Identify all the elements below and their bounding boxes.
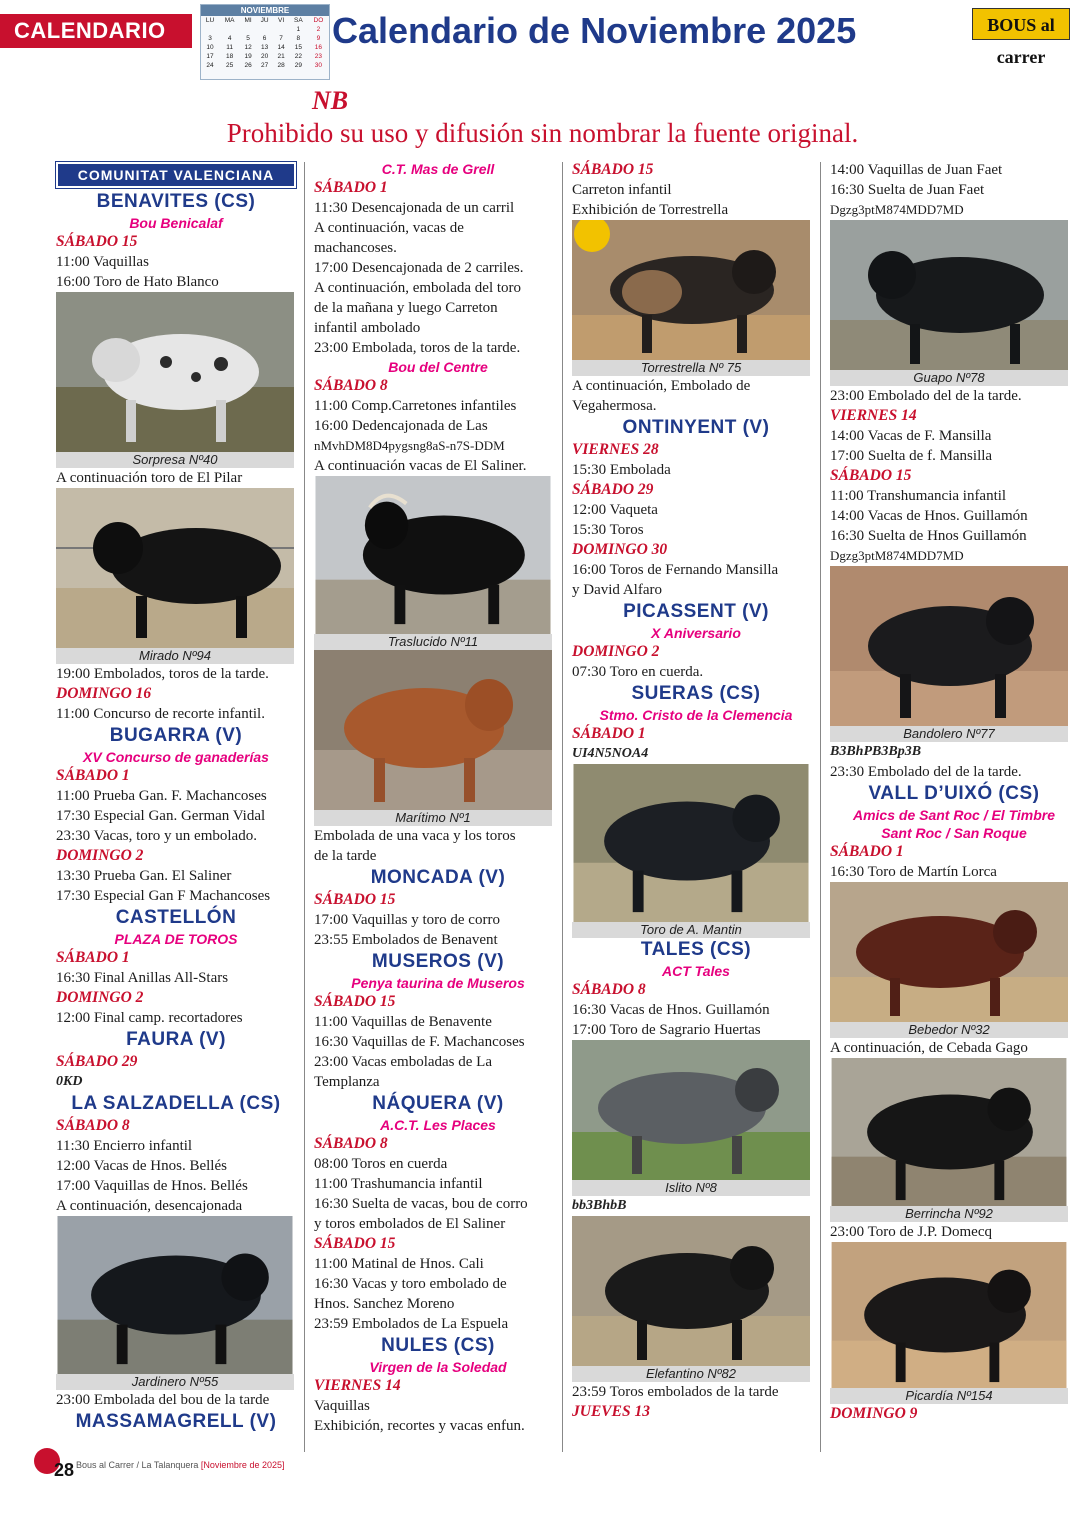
event-line: 12:00 Vacas de Hnos. Bellés xyxy=(56,1158,227,1174)
event-day: JUEVES 13 xyxy=(572,1403,650,1420)
bull-photo xyxy=(572,1216,810,1382)
day-cell: 12 xyxy=(244,44,252,51)
event-line: Hnos. Sanchez Moreno xyxy=(314,1296,455,1312)
event-line: Templanza xyxy=(314,1074,380,1090)
event-line: 23:00 Embolada del bou de la tarde xyxy=(56,1392,270,1408)
town-heading: NULES (CS) xyxy=(381,1335,495,1356)
day-cell: 23 xyxy=(314,53,322,60)
photo-caption: Bandolero Nº77 xyxy=(830,726,1068,742)
photo-caption: Toro de A. Mantin xyxy=(572,922,810,938)
event-line: 16:30 Vaquillas de F. Machancoses xyxy=(314,1034,525,1050)
event-line: 08:00 Toros en cuerda xyxy=(314,1156,448,1172)
event-line: A continuación vacas de El Saliner. xyxy=(314,458,527,474)
event-line: 23:55 Embolados de Benavent xyxy=(314,932,498,948)
day-cell: 14 xyxy=(277,44,285,51)
photo-caption: Bebedor Nº32 xyxy=(830,1022,1068,1038)
organizer: Virgen de la Soledad xyxy=(369,1359,507,1375)
day-cell xyxy=(240,25,256,34)
event-line: 12:00 Final camp. recortadores xyxy=(56,1010,243,1026)
day-cell: 5 xyxy=(246,35,250,42)
bull-photo xyxy=(830,220,1068,386)
day-cell: 26 xyxy=(244,62,252,69)
bull-image xyxy=(56,488,294,648)
event-line: 19:00 Embolados, toros de la tarde. xyxy=(56,666,269,682)
town-heading: MUSEROS (V) xyxy=(371,951,505,972)
event-line: 11:30 Encierro infantil xyxy=(56,1138,193,1154)
weekday: SA xyxy=(294,17,303,24)
bull-photo xyxy=(56,292,294,468)
photo-caption: Torrestrella Nº 75 xyxy=(572,360,810,376)
event-day: SÁBADO 15 xyxy=(830,467,912,484)
event-line: 11:00 Transhumancia infantil xyxy=(830,488,1007,504)
weekday: JU xyxy=(260,17,269,24)
event-day: SÁBADO 1 xyxy=(56,949,130,966)
event-line: 23:00 Embolada, toros de la tarde. xyxy=(314,340,521,356)
town-heading: ONTINYENT (V) xyxy=(622,417,770,438)
garbled-text: B3BhPB3Bp3B xyxy=(830,744,922,759)
bull-photo xyxy=(572,1040,810,1196)
event-line: 16:30 Vacas de Hnos. Guillamón xyxy=(572,1002,770,1018)
event-day: SÁBADO 29 xyxy=(56,1053,138,1070)
mini-calendar-grid xyxy=(201,16,329,70)
event-line: 23:00 Vacas emboladas de La xyxy=(314,1054,493,1070)
event-line: 07:30 Toro en cuerda. xyxy=(572,664,704,680)
event-day: SÁBADO 8 xyxy=(572,981,646,998)
event-day: SÁBADO 1 xyxy=(572,725,646,742)
day-cell xyxy=(201,25,219,34)
footer-date: [Noviembre de 2025] xyxy=(200,1460,285,1470)
bull-photo xyxy=(830,1058,1068,1222)
event-line: 14:00 Vacas de Hnos. Guillamón xyxy=(830,508,1028,524)
region-banner: COMUNITAT VALENCIANA xyxy=(56,162,296,188)
bull-image xyxy=(830,566,1068,726)
event-day: SÁBADO 8 xyxy=(314,377,388,394)
event-line: A continuación, desencajonada xyxy=(56,1198,243,1214)
day-cell: 21 xyxy=(277,53,285,60)
organizer: Stmo. Cristo de la Clemencia xyxy=(599,707,793,723)
photo-caption: Traslucido Nº11 xyxy=(314,634,552,650)
photo-caption: Picardía Nº154 xyxy=(830,1388,1068,1404)
event-day: SÁBADO 29 xyxy=(572,481,654,498)
day-cell: 10 xyxy=(206,44,214,51)
event-line: 16:30 Vacas y toro embolado de xyxy=(314,1276,507,1292)
event-line: 15:30 Embolada xyxy=(572,462,671,478)
event-line: 17:30 Especial Gan F Machancoses xyxy=(56,888,271,904)
event-line: Exhibición de Torrestrella xyxy=(572,202,729,218)
event-day: VIERNES 28 xyxy=(572,441,659,458)
event-line: Carreton infantil xyxy=(572,182,672,198)
event-line: Embolada de una vaca y los toros xyxy=(314,828,516,844)
day-cell xyxy=(273,25,289,34)
column-3 xyxy=(572,160,820,1422)
day-cell: 4 xyxy=(227,35,232,42)
town-heading: MONCADA (V) xyxy=(370,867,506,888)
event-line: 17:00 Desencajonada de 2 carriles. xyxy=(314,260,524,276)
column-4 xyxy=(830,160,1078,1424)
event-line: 12:00 Vaqueta xyxy=(572,502,658,518)
event-line: 23:00 Embolado del de la tarde. xyxy=(830,388,1022,404)
event-day: VIERNES 14 xyxy=(830,407,917,424)
town-heading: SUERAS (CS) xyxy=(631,683,761,704)
event-line: 16:30 Suelta de Juan Faet xyxy=(830,182,985,198)
event-line: 16:30 Suelta de Hnos Guillamón xyxy=(830,528,1027,544)
event-line: Exhibición, recortes y vacas enfun. xyxy=(314,1418,525,1434)
watermark-code: NB xyxy=(312,86,349,115)
event-line: 16:00 Toros de Fernando Mansilla xyxy=(572,562,779,578)
event-line: de la mañana y luego Carreton xyxy=(314,300,498,316)
photo-caption: Jardinero Nº55 xyxy=(56,1374,294,1390)
event-line: A continuación toro de El Pilar xyxy=(56,470,243,486)
day-cell: 2 xyxy=(316,26,321,33)
mini-calendar-month: NOVIEMBRE xyxy=(201,5,329,16)
day-cell: 24 xyxy=(206,62,214,69)
event-line: 17:30 Especial Gan. German Vidal xyxy=(56,808,266,824)
weekday: DO xyxy=(313,17,324,24)
event-day: VIERNES 14 xyxy=(314,1377,401,1394)
garbled-text: UI4N5NOA4 xyxy=(572,746,649,761)
event-line: 11:00 Prueba Gan. F. Machancoses xyxy=(56,788,267,804)
event-line: y toros embolados de El Saliner xyxy=(314,1216,506,1232)
day-cell: 6 xyxy=(262,35,267,42)
event-line: 16:00 Dedencajonada de Las xyxy=(314,418,488,434)
day-cell: 29 xyxy=(294,62,302,69)
town-heading: FAURA (V) xyxy=(126,1029,226,1050)
organizer: A.C.T. Les Places xyxy=(380,1117,496,1133)
brand-logo: BOUS al carrer xyxy=(972,8,1070,40)
weekday: LU xyxy=(205,17,215,24)
event-line: 11:00 Vaquillas de Benavente xyxy=(314,1014,492,1030)
photo-caption: Elefantino Nº82 xyxy=(572,1366,810,1382)
event-line: 11:00 Trashumancia infantil xyxy=(314,1176,483,1192)
organizer: XV Concurso de ganaderías xyxy=(83,749,269,765)
bull-photo xyxy=(572,764,810,938)
garbled-text: 0KD xyxy=(56,1074,83,1089)
column-2 xyxy=(314,160,562,1436)
event-line: 17:00 Vaquillas y toro de corro xyxy=(314,912,500,928)
event-day: SÁBADO 15 xyxy=(572,161,654,178)
event-line: 14:00 Vacas de F. Mansilla xyxy=(830,428,992,444)
event-line: 11:30 Desencajonada de un carril xyxy=(314,200,515,216)
town-heading: TALES (CS) xyxy=(640,939,752,960)
bull-photo xyxy=(56,1216,294,1390)
event-line: 16:30 Final Anillas All-Stars xyxy=(56,970,229,986)
town-heading: MASSAMAGRELL (V) xyxy=(75,1411,277,1432)
town-heading: LA SALZADELLA (CS) xyxy=(71,1093,281,1114)
day-cell: 22 xyxy=(294,53,302,60)
garbled-text: bb3BhbB xyxy=(572,1198,627,1213)
column-divider xyxy=(562,162,563,1452)
town-heading: BENAVITES (CS) xyxy=(96,191,256,212)
footer-text xyxy=(76,1460,284,1470)
photo-caption: Islito Nº8 xyxy=(572,1180,810,1196)
day-cell: 30 xyxy=(314,62,322,69)
bull-image xyxy=(830,1242,1068,1388)
weekday: MA xyxy=(224,17,235,24)
bull-photo xyxy=(830,1242,1068,1404)
organizer: Amics de Sant Roc / El Timbre xyxy=(852,807,1056,823)
bull-photo xyxy=(314,650,552,826)
day-cell xyxy=(219,25,240,34)
event-day: SÁBADO 15 xyxy=(314,993,396,1010)
event-line: A continuación, vacas de xyxy=(314,220,464,236)
day-cell: 3 xyxy=(208,35,212,42)
event-line: 16:30 Toro de Martín Lorca xyxy=(830,864,997,880)
day-cell: 28 xyxy=(277,62,285,69)
day-cell: 9 xyxy=(316,35,321,42)
event-day: SÁBADO 1 xyxy=(830,843,904,860)
organizer: Bou del Centre xyxy=(388,359,488,375)
day-cell: 11 xyxy=(226,44,234,51)
bull-image xyxy=(56,292,294,452)
organizer: PLAZA DE TOROS xyxy=(114,931,238,947)
copyright-notice: Prohibido su uso y difusión sin nombrar la fuente original. xyxy=(226,118,859,148)
day-cell: 18 xyxy=(226,53,234,60)
event-line: 17:00 Toro de Sagrario Huertas xyxy=(572,1022,761,1038)
event-line: Vaquillas xyxy=(314,1398,370,1414)
page-number: 28 xyxy=(54,1460,75,1480)
bull-image xyxy=(572,1216,810,1366)
event-line: 23:00 Toro de J.P. Domecq xyxy=(830,1224,992,1240)
weekday: VI xyxy=(278,17,285,24)
day-cell: 7 xyxy=(279,35,283,42)
organizer: C.T. Mas de Grell xyxy=(381,161,495,177)
bull-image xyxy=(830,882,1068,1022)
event-day: SÁBADO 8 xyxy=(314,1135,388,1152)
column-1 xyxy=(56,160,296,1434)
bull-image xyxy=(314,476,552,634)
event-line: y David Alfaro xyxy=(572,582,662,598)
bull-photo xyxy=(830,882,1068,1038)
bull-image xyxy=(830,220,1068,370)
bull-image xyxy=(314,650,552,810)
event-line: 11:00 Matinal de Hnos. Cali xyxy=(314,1256,484,1272)
photo-caption: Berrincha Nº92 xyxy=(830,1206,1068,1222)
day-cell: 1 xyxy=(296,26,301,33)
event-line: 11:00 Comp.Carretones infantiles xyxy=(314,398,517,414)
page-title: Calendario de Noviembre 2025 xyxy=(332,10,857,51)
bull-image xyxy=(572,220,810,360)
event-line: 17:00 Suelta de f. Mansilla xyxy=(830,448,993,464)
event-line: 23:59 Toros embolados de la tarde xyxy=(572,1384,779,1400)
organizer: Bou Benicalaf xyxy=(129,215,223,231)
column-divider xyxy=(820,162,821,1452)
event-day: SÁBADO 1 xyxy=(56,767,130,784)
weekday: MI xyxy=(244,17,252,24)
organizer: Penya taurina de Museros xyxy=(351,975,525,991)
photo-caption: Guapo Nº78 xyxy=(830,370,1068,386)
bull-image xyxy=(572,764,810,922)
garbled-text: nMvhDM8D4pygsng8aS-n7S-DDM xyxy=(314,438,505,453)
photo-caption: Sorpresa Nº40 xyxy=(56,452,294,468)
organizer: X Aniversario xyxy=(651,625,741,641)
bull-image xyxy=(56,1216,294,1374)
day-cell: 13 xyxy=(260,44,269,51)
event-line: infantil ambolado xyxy=(314,320,421,336)
event-line: 23:30 Vacas, toro y un embolado. xyxy=(56,828,257,844)
garbled-text: Dgzg3ptM874MDD7MD xyxy=(830,548,964,563)
event-line: de la tarde xyxy=(314,848,377,864)
event-line: A continuación, embolada del toro xyxy=(314,280,522,296)
event-line: 11:00 Vaquillas xyxy=(56,254,149,270)
day-cell xyxy=(256,25,273,34)
event-day: DOMINGO 2 xyxy=(572,643,660,660)
event-line: 17:00 Vaquillas de Hnos. Bellés xyxy=(56,1178,248,1194)
event-day: SÁBADO 1 xyxy=(314,179,388,196)
event-line: A continuación, Embolado de xyxy=(572,378,751,394)
day-cell: 15 xyxy=(294,44,302,51)
photo-caption: Mirado Nº94 xyxy=(56,648,294,664)
mini-calendar xyxy=(200,4,330,80)
bull-image xyxy=(830,1058,1068,1206)
event-line: 13:30 Prueba Gan. El Saliner xyxy=(56,868,232,884)
event-line: 15:30 Toros xyxy=(572,522,644,538)
event-day: SÁBADO 8 xyxy=(56,1117,130,1134)
event-line: 16:30 Suelta de vacas, bou de corro xyxy=(314,1196,528,1212)
town-heading: BUGARRA (V) xyxy=(109,725,243,746)
event-day: DOMINGO 9 xyxy=(830,1405,918,1422)
event-line: 16:00 Toro de Hato Blanco xyxy=(56,274,219,290)
photo-caption: Marítimo Nº1 xyxy=(314,810,552,826)
event-line: A continuación, de Cebada Gago xyxy=(830,1040,1028,1056)
day-cell: 16 xyxy=(314,44,322,51)
event-line: 14:00 Vaquillas de Juan Faet xyxy=(830,162,1003,178)
event-line: machancoses. xyxy=(314,240,397,256)
event-day: SÁBADO 15 xyxy=(56,233,138,250)
bull-photo xyxy=(572,220,810,376)
event-line: Vegahermosa. xyxy=(572,398,657,414)
event-line: 23:30 Embolado del de la tarde. xyxy=(830,764,1022,780)
day-cell: 25 xyxy=(226,62,234,69)
footer-publication: Bous al Carrer / La Talanquera xyxy=(76,1460,199,1470)
town-heading: PICASSENT (V) xyxy=(623,601,769,622)
bull-photo xyxy=(56,488,294,664)
section-tag: CALENDARIO xyxy=(0,14,192,48)
day-cell: 20 xyxy=(260,53,269,60)
organizer: Sant Roc / San Roque xyxy=(881,825,1027,841)
event-day: SÁBADO 15 xyxy=(314,891,396,908)
event-day: SÁBADO 15 xyxy=(314,1235,396,1252)
bull-image xyxy=(572,1040,810,1180)
event-line: 23:59 Embolados de La Espuela xyxy=(314,1316,509,1332)
event-line: 11:00 Concurso de recorte infantil. xyxy=(56,706,265,722)
event-day: DOMINGO 2 xyxy=(56,847,144,864)
event-day: DOMINGO 2 xyxy=(56,989,144,1006)
organizer: ACT Tales xyxy=(662,963,730,979)
town-heading: NÁQUERA (V) xyxy=(372,1093,504,1114)
bull-photo xyxy=(830,566,1068,742)
garbled-text: Dgzg3ptM874MDD7MD xyxy=(830,202,964,217)
day-cell: 19 xyxy=(244,53,252,60)
bull-photo xyxy=(314,476,552,650)
town-heading: VALL D’UIXÓ (CS) xyxy=(868,783,1040,804)
event-day: DOMINGO 30 xyxy=(572,541,668,558)
event-day: DOMINGO 16 xyxy=(56,685,152,702)
day-cell: 27 xyxy=(260,62,269,69)
column-divider xyxy=(304,162,305,1452)
day-cell: 8 xyxy=(296,35,301,42)
day-cell: 17 xyxy=(206,53,214,60)
town-heading: CASTELLÓN xyxy=(115,907,237,928)
